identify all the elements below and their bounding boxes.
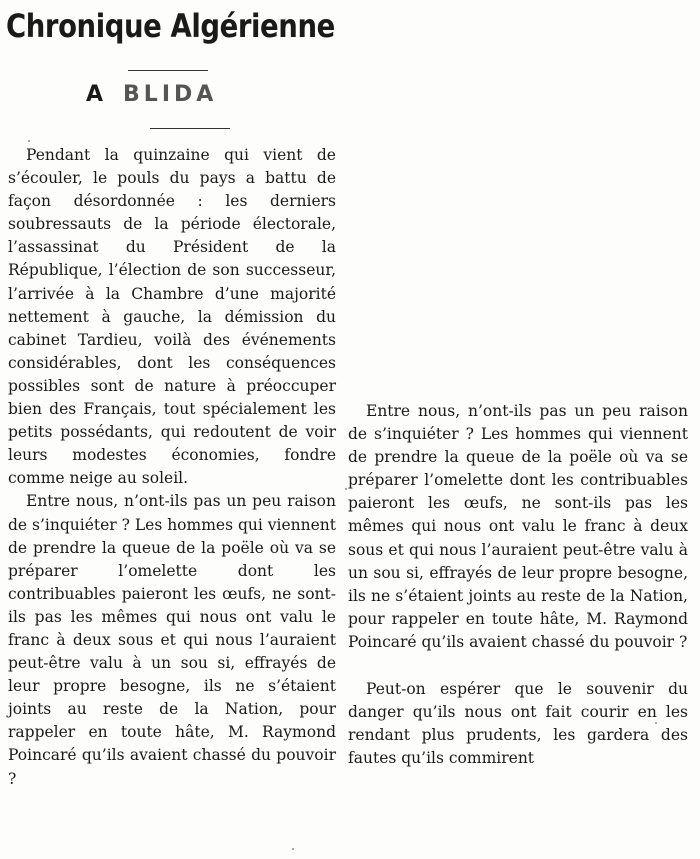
article-headline: Chronique Algérienne — [6, 7, 335, 45]
article-subheading — [86, 82, 286, 107]
subheading-divider — [150, 128, 230, 129]
left-column — [8, 144, 336, 791]
print-speck — [28, 140, 30, 142]
left-paragraph-1: Pendant la quinzaine qui vient de s’écouler, le pouls du pays a battu de façon désordonnée : les derniers soubressauts de la période électorale, l’assassinat du Président de la République, l’élection de son successeur, l’arrivée à la Chambre d’une majorité nettement à gauche, la démission du cabinet Tardieu, voilà des événements considérables, dont les conséquences possibles sont de nature à préoccuper bien des Français, tout spécialement les petits possédants, qui redoutent de voir leurs modestes économies, fondre comme neige au soleil. — [8, 146, 336, 488]
print-speck — [655, 722, 657, 724]
right-paragraph-2: Peut-on espérer que le souvenir du danger qu’ils nous ont fait courir en les rendant plus prudents, les gardera des fautes qu’ils commirent — [348, 680, 688, 768]
subheading-place: BLIDA — [123, 82, 218, 107]
right-column — [348, 400, 688, 770]
right-paragraph-1: Entre nous, n’ont-ils pas un peu raison de s’inquiéter ? Les hommes qui viennent de prendre la queue de la poële où va se préparer l’omelette dont les contribuables paieront les œufs, ne sont-ils pas les mêmes qui nous ont valu le franc à deux sous et qui nous l’auraient peut-être valu à un sou si, effrayés de leur propre besogne, ils ne s’étaient joints au reste de la Nation, pour rappeler en toute hâte, M. Raymond Poincaré qu’ils avaient chassé du pouvoir ? — [348, 402, 688, 651]
print-speck — [345, 488, 347, 490]
left-paragraph-2: Entre nous, n’ont-ils pas un peu raison de s’inquiéter ? Les hommes qui viennent de prendre la queue de la poële où va se préparer l’omelette dont les contribuables paieront les œufs, ne sont-ils pas les mêmes qui nous ont valu le franc à deux sous et qui nous l’auraient peut-être valu à un sou si, effrayés de leur propre besogne, ils ne s’étaient joints au reste de la Nation, pour rappeler en toute hâte, M. Raymond Poincaré qu’ils avaient chassé du pouvoir ? — [8, 492, 336, 788]
headline-divider — [128, 70, 208, 71]
print-speck — [292, 848, 294, 850]
subheading-preposition: A — [86, 82, 108, 107]
